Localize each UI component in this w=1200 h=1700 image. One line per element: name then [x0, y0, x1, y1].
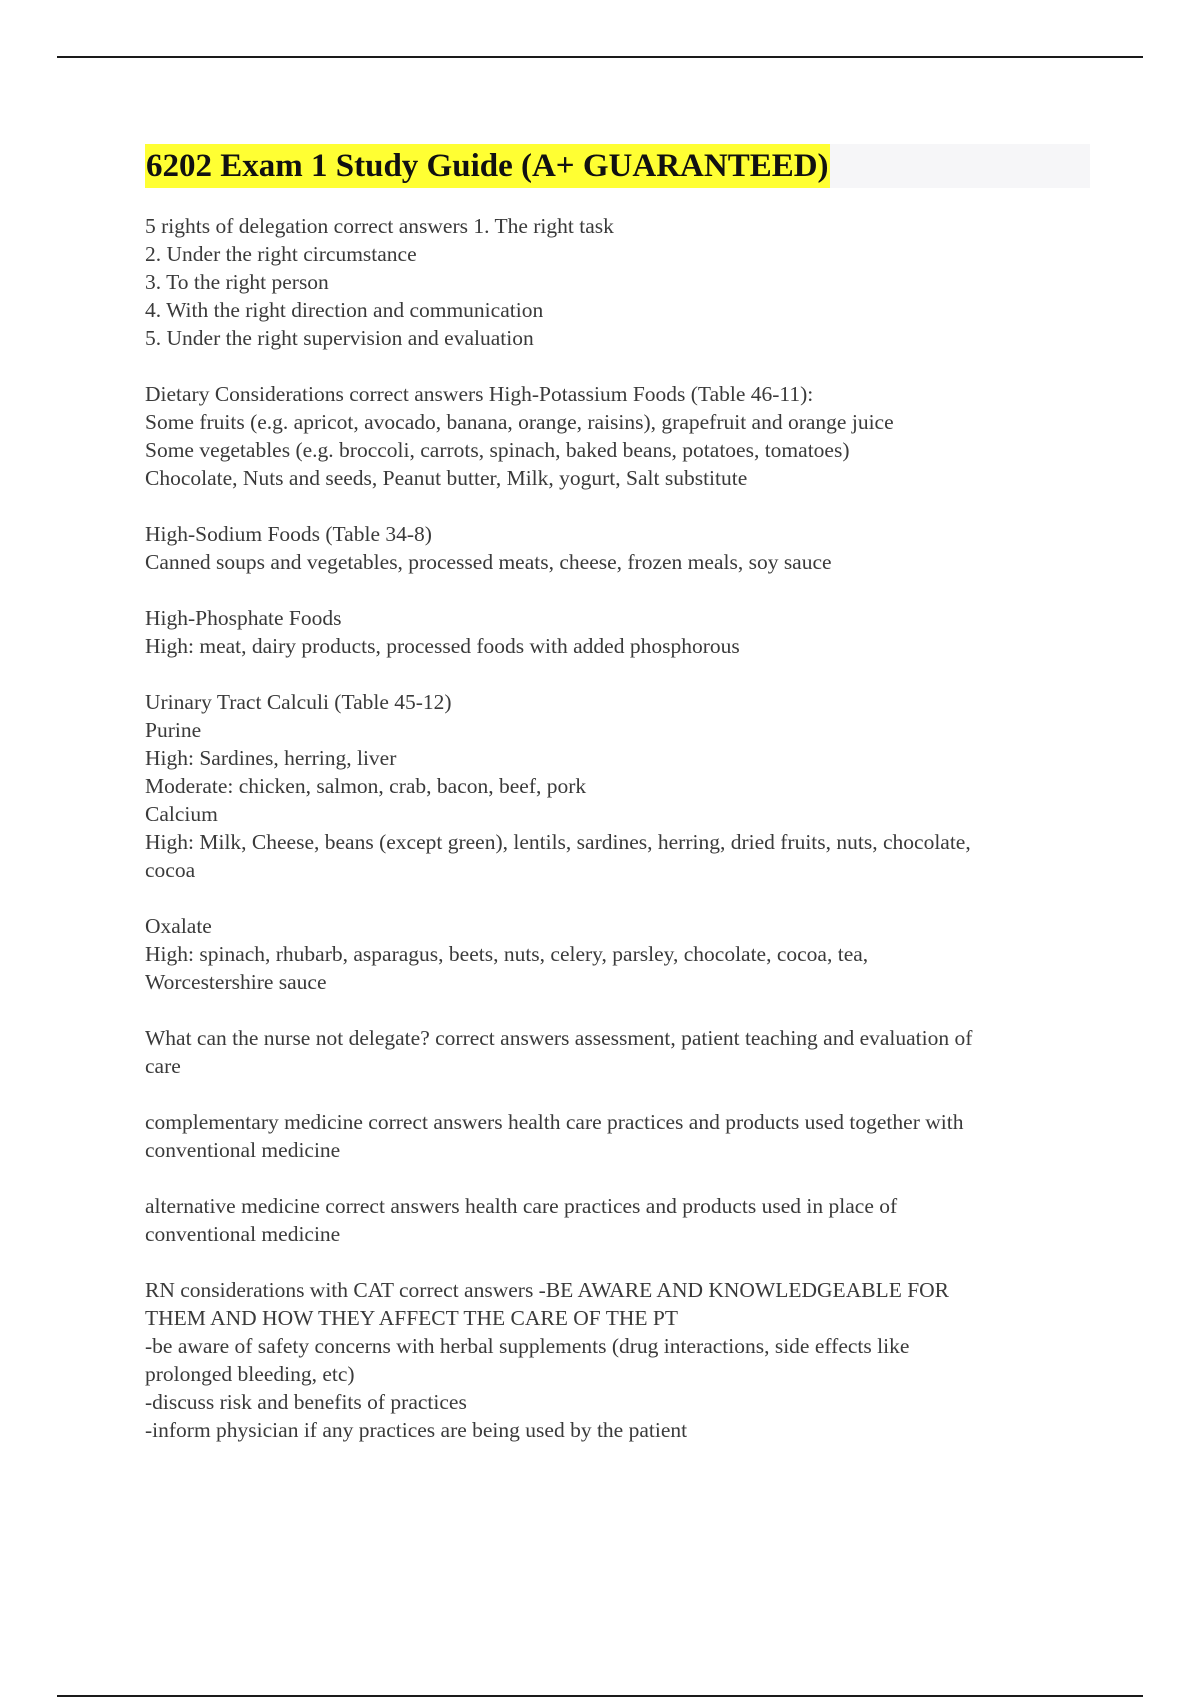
text-line: Canned soups and vegetables, processed meats, cheese, frozen meals, soy sauce [145, 550, 832, 574]
text-line: 5 rights of delegation correct answers 1. The right task [145, 214, 614, 238]
text-line: Moderate: chicken, salmon, crab, bacon, beef, pork [145, 774, 587, 798]
text-line: RN considerations with CAT correct answers -BE AWARE AND KNOWLEDGEABLE FOR [145, 1278, 950, 1302]
text-line: conventional medicine [145, 1138, 341, 1162]
text-line: complementary medicine correct answers health care practices and products used together with [145, 1110, 964, 1134]
text-line: High-Phosphate Foods [145, 606, 342, 630]
text-line: Dietary Considerations correct answers High-Potassium Foods (Table 46-11): [145, 382, 814, 406]
nurse-delegate-section [145, 1024, 1090, 1080]
text-line: conventional medicine [145, 1222, 341, 1246]
text-line: Calcium [145, 802, 218, 826]
text-line: alternative medicine correct answers health care practices and products used in place of [145, 1194, 898, 1218]
text-line: Some vegetables (e.g. broccoli, carrots, spinach, baked beans, potatoes, tomatoes) [145, 438, 850, 462]
alternative-section [145, 1192, 1090, 1248]
text-line: Chocolate, Nuts and seeds, Peanut butter, Milk, yogurt, Salt substitute [145, 466, 748, 490]
text-line: prolonged bleeding, etc) [145, 1362, 355, 1386]
document-title: 6202 Exam 1 Study Guide (A+ GUARANTEED) [145, 144, 830, 188]
text-line: Some fruits (e.g. apricot, avocado, banana, orange, raisins), grapefruit and orange juice [145, 410, 894, 434]
oxalate-section [145, 912, 1090, 996]
text-line: Purine [145, 718, 202, 742]
calculi-section [145, 688, 1090, 884]
text-line: -be aware of safety concerns with herbal supplements (drug interactions, side effects like [145, 1334, 910, 1358]
text-line: High: meat, dairy products, processed foods with added phosphorous [145, 634, 740, 658]
delegation-section [145, 212, 1090, 352]
text-line: 5. Under the right supervision and evaluation [145, 326, 534, 350]
text-line: High: Milk, Cheese, beans (except green), lentils, sardines, herring, dried fruits, nuts, chocolate, [145, 830, 971, 854]
text-line: Worcestershire sauce [145, 970, 327, 994]
text-line: -discuss risk and benefits of practices [145, 1390, 467, 1414]
dietary-section [145, 380, 1090, 492]
top-rule [57, 56, 1143, 58]
text-line: What can the nurse not delegate? correct answers assessment, patient teaching and evaluation of [145, 1026, 973, 1050]
sodium-section [145, 520, 1090, 576]
phosphate-section [145, 604, 1090, 660]
bottom-rule [57, 1695, 1143, 1697]
text-line: 2. Under the right circumstance [145, 242, 417, 266]
complementary-section [145, 1108, 1090, 1164]
text-line: High: spinach, rhubarb, asparagus, beets, nuts, celery, parsley, chocolate, cocoa, tea, [145, 942, 869, 966]
text-line: THEM AND HOW THEY AFFECT THE CARE OF THE PT [145, 1306, 678, 1330]
text-line: cocoa [145, 858, 196, 882]
text-line: Oxalate [145, 914, 212, 938]
text-line: -inform physician if any practices are being used by the patient [145, 1418, 688, 1442]
text-line: 3. To the right person [145, 270, 329, 294]
text-line: Urinary Tract Calculi (Table 45-12) [145, 690, 452, 714]
rn-cat-section [145, 1276, 1090, 1444]
text-line: 4. With the right direction and communication [145, 298, 544, 322]
text-line: High: Sardines, herring, liver [145, 746, 397, 770]
text-line: care [145, 1054, 181, 1078]
document-body [145, 144, 1090, 1472]
text-line: High-Sodium Foods (Table 34-8) [145, 522, 432, 546]
title-bar [145, 144, 1090, 188]
